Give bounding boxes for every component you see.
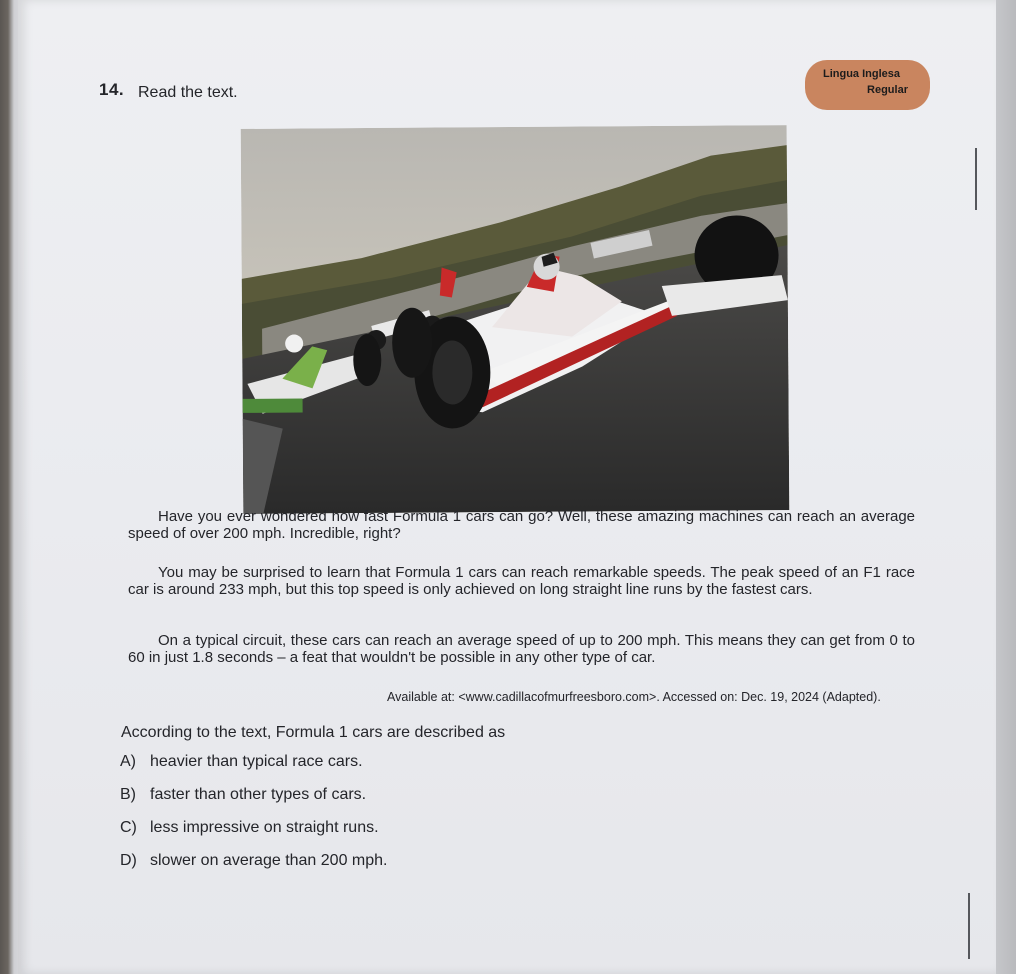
passage-paragraph-1: Have you ever wondered how fast Formula 1 cars can go? Well, these amazing machines can reach an average speed of over 200 mph. Incredible, right? xyxy=(128,508,915,542)
passage-paragraph-3: On a typical circuit, these cars can reach an average speed of up to 200 mph. This means they can get from 0 to 60 in just 1.8 seconds – a feat that wouldn't be possible in any other type of car. xyxy=(128,632,915,666)
option-text: less impressive on straight runs. xyxy=(150,819,379,836)
page-edge-mark-bottom xyxy=(968,893,970,959)
subject-badge xyxy=(805,60,930,110)
page-edge-mark-top xyxy=(975,148,977,210)
passage-paragraph-2: You may be surprised to learn that Formula 1 cars can reach remarkable speeds. The peak speed of an F1 race car is around 233 mph, but this top speed is only achieved on long straight line runs by the fastest cars. xyxy=(128,564,915,598)
source-citation: Available at: <www.cadillacofmurfreesboro.com>. Accessed on: Dec. 19, 2024 (Adapted). xyxy=(387,690,881,704)
question-prompt: Read the text. xyxy=(138,84,238,101)
option-letter: A) xyxy=(120,753,136,770)
option-text: heavier than typical race cars. xyxy=(150,753,363,770)
badge-level: Regular xyxy=(867,84,908,96)
option-d[interactable] xyxy=(120,852,387,870)
option-b[interactable] xyxy=(120,786,366,804)
option-text: slower on average than 200 mph. xyxy=(150,852,388,869)
option-letter: C) xyxy=(120,819,137,836)
badge-subject: Lingua Inglesa xyxy=(823,68,901,80)
option-text: faster than other types of cars. xyxy=(150,786,367,803)
option-a[interactable] xyxy=(120,753,363,771)
option-letter: D) xyxy=(120,852,137,869)
option-c[interactable] xyxy=(120,819,379,837)
question-stem: According to the text, Formula 1 cars are described as xyxy=(121,724,506,741)
formula-1-race-photo-icon xyxy=(241,125,790,514)
question-number: 14. xyxy=(99,80,125,99)
option-letter: B) xyxy=(120,786,136,803)
